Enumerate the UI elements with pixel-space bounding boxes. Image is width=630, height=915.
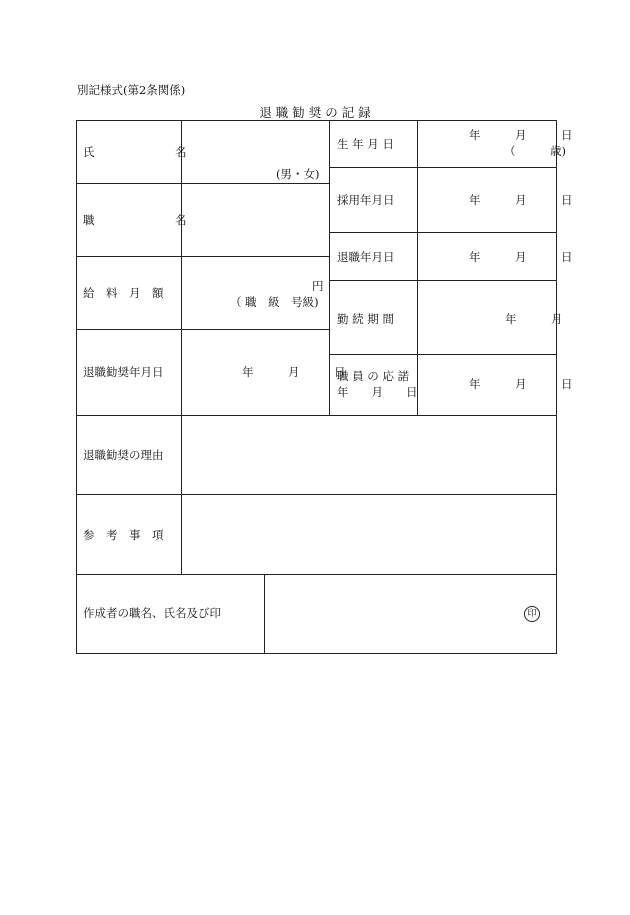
service-period-label: 勤 続 期 間 (337, 312, 394, 326)
row-divider-hire (329, 232, 557, 233)
response-date-label-2: 年 月 日 (337, 385, 418, 399)
table-border-bottom (76, 653, 557, 654)
row-divider-birth (329, 167, 557, 168)
recommend-date-label: 退職勧奨年月日 (83, 365, 164, 379)
response-date-value: 年 月 日 (469, 377, 573, 391)
retire-date-label: 退職年月日 (337, 250, 395, 264)
salary-label: 給 料 月 額 (83, 286, 164, 300)
sex-note: (男・女) (276, 167, 320, 181)
row-divider-top-section (76, 415, 557, 416)
divider-right-label-column (417, 120, 418, 416)
hire-date-value: 年 月 日 (469, 193, 573, 207)
response-date-label-1: 職 員 の 応 諾 (337, 369, 410, 383)
row-divider-position (76, 256, 330, 257)
table-border-top (76, 120, 557, 121)
divider-author-row (264, 574, 265, 654)
salary-yen-unit: 円 (312, 279, 324, 293)
name-label: 氏 名 (83, 145, 187, 159)
row-divider-service (329, 354, 557, 355)
form-title: 退 職 勧 奨 の 記 録 (259, 105, 371, 120)
reason-label: 退職勧奨の理由 (83, 448, 164, 462)
row-divider-retire (329, 280, 557, 281)
row-divider-notes (76, 574, 557, 575)
divider-label-column (181, 120, 182, 575)
notes-label: 参 考 事 項 (83, 528, 164, 542)
seal-mark: 印 (524, 606, 540, 622)
row-divider-salary (76, 329, 330, 330)
birth-date-label: 生 年 月 日 (337, 137, 394, 151)
author-label: 作成者の職名、氏名及び印 (83, 606, 221, 620)
birth-date-value: 年 月 日 (469, 128, 573, 142)
service-period-value: 年 月 (505, 312, 563, 326)
form-caption: 別記様式(第2条関係) (77, 83, 186, 97)
salary-grade-note: （ 職 級 号級) (230, 295, 319, 309)
row-divider-reason (76, 494, 557, 495)
retire-date-value: 年 月 日 (469, 250, 573, 264)
recommend-date-value: 年 月 日 (242, 365, 346, 379)
age-value: （ 歳) (504, 144, 566, 158)
position-label: 職 名 (83, 213, 187, 227)
hire-date-label: 採用年月日 (337, 193, 395, 207)
row-divider-name (76, 183, 330, 184)
